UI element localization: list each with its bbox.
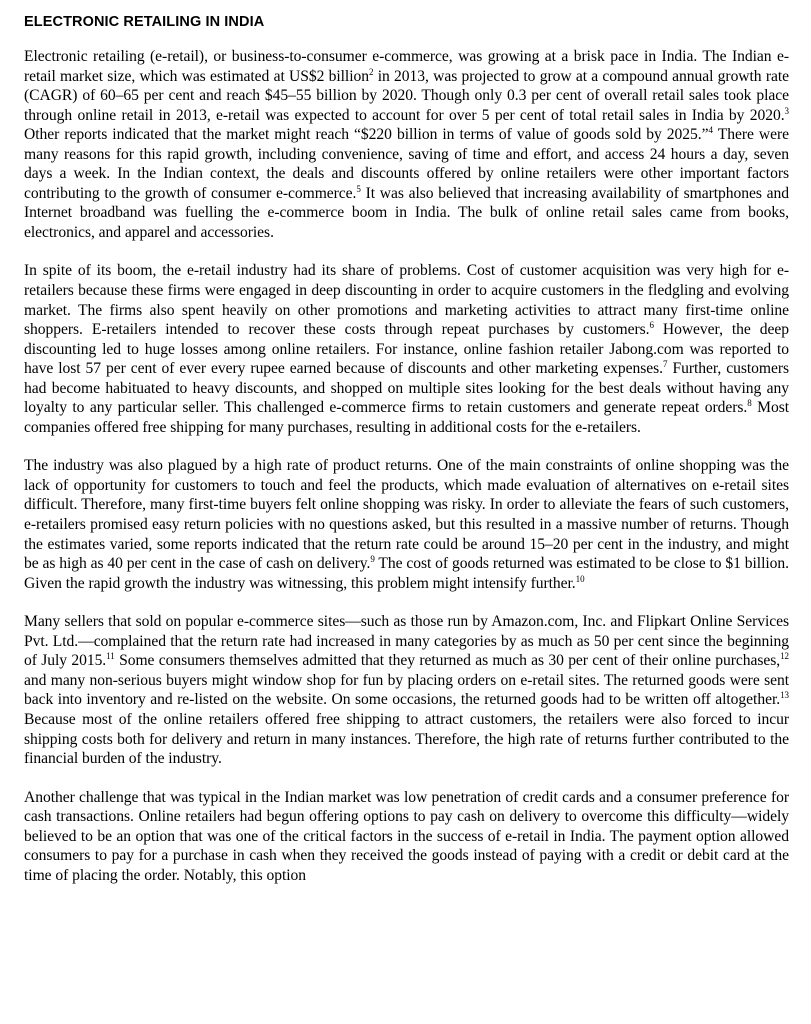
footnote-marker: 7 (663, 359, 668, 370)
footnote-marker: 13 (780, 690, 789, 701)
paragraph-seller-complaints (24, 612, 789, 768)
text-run: Electronic retailing (e-retail), or business-to-consumer e-commerce, was growing at a brisk pace in India. The Indian e-retail market size, which was estimated at US$2 billion (24, 48, 789, 85)
footnote-marker: 3 (784, 105, 789, 116)
footnote-marker: 12 (780, 651, 789, 662)
footnote-marker: 11 (106, 651, 115, 662)
text-run: Another challenge that was typical in the Indian market was low penetration of credit cards and a consumer preference for cash transactions. Online retailers had begun offering options to pay cash on delivery to overcome this difficulty—widely believed to be an option that was one of the critical factors in the success of e-retail in India. The payment option allowed consumers to pay for a purchase in cash when they received the goods instead of paying with a credit or debit card at the time of placing the order. Notably, this option (24, 788, 789, 884)
paragraph-ecommerce-growth (24, 47, 789, 242)
footnote-marker: 8 (747, 398, 752, 409)
text-run: It was also believed that increasing availability of smartphones and Internet broadband was fuelling the e-commerce boom in India. The bulk of online retail sales came from books, electronics, and apparel and accessories. (24, 184, 789, 241)
paragraph-product-returns (24, 456, 789, 593)
text-run: Many sellers that sold on popular e-commerce sites—such as those run by Amazon.com, Inc. and Flipkart Online Services Pvt. Ltd.—complained that the return rate had increased in many categories by as much as 50 per cent since the beginning of July 2015. (24, 613, 789, 670)
text-run: In spite of its boom, the e-retail industry had its share of problems. Cost of customer acquisition was very high for e-retailers because these firms were engaged in deep discounting in order to acquire customers in the fledgling and evolving market. The firms also spent heavily on other promotions and marketing activities to attract many first-time online shoppers. E-retailers intended to recover these costs through repeat purchases by customers. (24, 262, 789, 339)
document-page (24, 0, 789, 885)
text-run: Because most of the online retailers offered free shipping to attract customers, the retailers were also forced to incur shipping costs both for delivery and return in many instances. Therefore, the high rate of returns further contributed to the financial burden of the industry. (24, 710, 789, 768)
text-run: Most companies offered free shipping for many purchases, resulting in additional costs for the e-retailers. (24, 399, 789, 436)
text-run: However, the deep discounting led to huge losses among online retailers. For instance, online fashion retailer Jabong.com was reported to have lost 57 per cent of ever every rupee earned because of discounts and other marketing expenses. (24, 321, 789, 378)
text-run: There were many reasons for this rapid growth, including convenience, saving of time and effort, and access 24 hours a day, seven days a week. In the Indian context, the deals and discounts offered by online retailers were other important factors contributing to the growth of consumer e-commerce. (24, 126, 789, 202)
footnote-marker: 2 (369, 66, 374, 77)
text-run: Some consumers themselves admitted that they returned as much as 30 per cent of their online purchases, (114, 652, 781, 670)
text-run: and many non-serious buyers might window shop for fun by placing orders on e-retail sites. The returned goods were sent back into inventory and re-listed on the website. On some occasions, the returned goods had to be written off altogether. (24, 671, 789, 709)
footnote-marker: 4 (708, 125, 713, 135)
text-run: Other reports indicated that the market might reach “$220 billion in terms of value of goods sold by 2025.” (24, 126, 709, 144)
footnote-marker: 9 (370, 553, 375, 564)
paragraph-eretail-problems (24, 261, 789, 437)
paragraph-cash-on-delivery (24, 788, 789, 886)
footnote-marker: 5 (356, 183, 361, 194)
text-run: Further, customers had become habituated to heavy discounts, and shopped on multiple sites looking for the best deals without having any loyalty to any particular seller. This challenged e-commerce firms to retain customers and generate repeat orders. (24, 360, 789, 417)
text-run: The industry was also plagued by a high rate of product returns. One of the main constraints of online shopping was the lack of opportunity for customers to touch and feel the products, which made evaluation of alternatives on e-retail sites difficult. Therefore, many first-time buyers felt online shopping was risky. In order to alleviate the fears of such customers, e-retailers promised easy return policies with no questions asked, but this resulted in a massive number of returns. Though the estimates varied, some reports indicated that the return rate could be around 15–20 per cent in the industry, and might be as high as 40 per cent in the case of cash on delivery. (24, 457, 789, 573)
footnote-marker: 10 (575, 573, 585, 584)
text-run: The cost of goods returned was estimated to be close to $1 billion. Given the rapid growth the industry was witnessing, this problem might intensify further. (24, 555, 789, 592)
text-run: in 2013, was projected to grow at a compound annual growth rate (CAGR) of 60–65 per cent and reach $45–55 billion by 2020. Though only 0.3 per cent of overall retail sales took place through online retail in 2013, e-retail was expected to account for over 5 per cent of total retail sales in India by 2020. (24, 67, 790, 124)
section-heading: ELECTRONIC RETAILING IN INDIA (24, 14, 265, 30)
footnote-marker: 6 (649, 319, 654, 330)
